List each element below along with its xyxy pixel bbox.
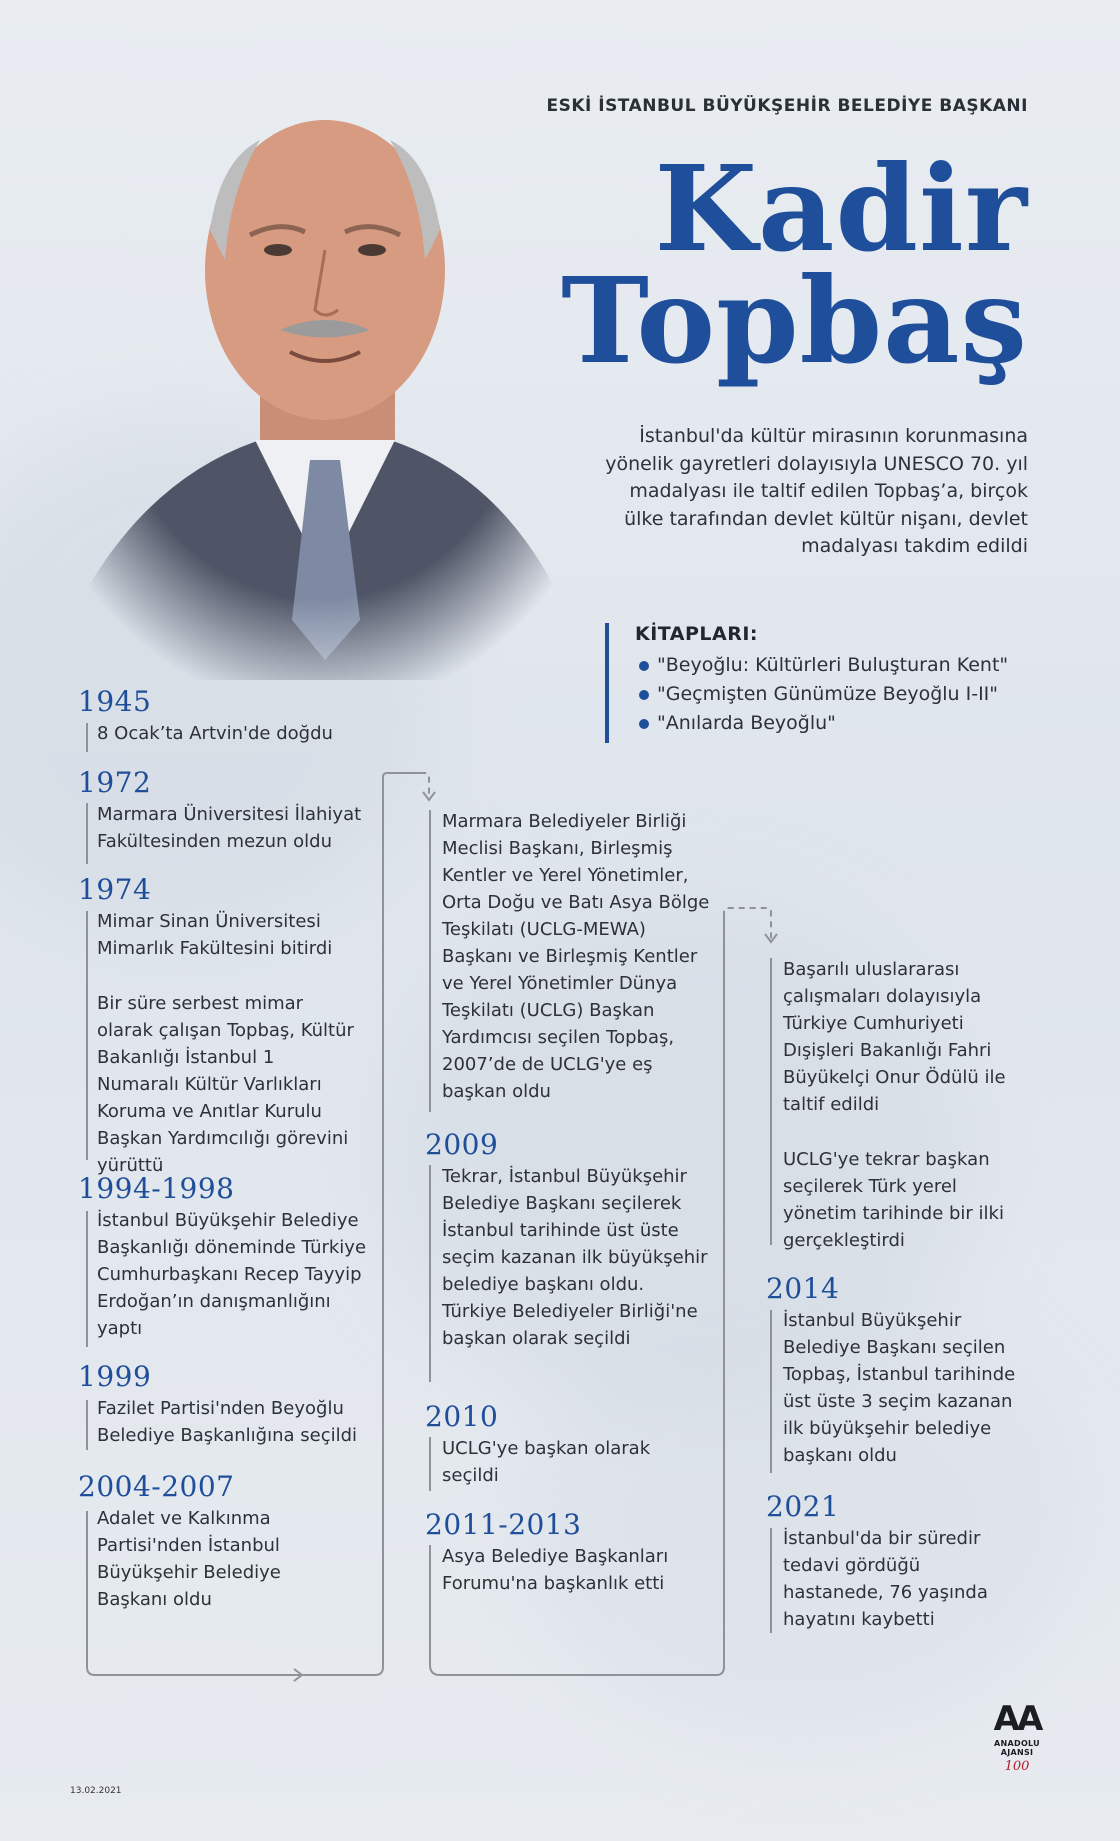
timeline-year: 2010 <box>425 1400 499 1433</box>
timeline-text: 8 Ocak’ta Artvin'de doğdu <box>97 723 333 744</box>
timeline-text: İstanbul Büyükşehir Belediye Başkanlığı döneminde Türkiye Cumhurbaşkanı Recep Tayyip Erdoğan’ın danışmanlığını yaptı <box>97 1210 367 1339</box>
last-name-title: Topbaş <box>561 251 1028 390</box>
timeline-text: Başarılı uluslararası çalışmaları dolayısıyla Türkiye Cumhuriyeti Dışişleri Bakanlığı Fahri Büyükelçi Onur Ödülü ile taltif edildi <box>783 959 1006 1115</box>
timeline-year: 2009 <box>425 1128 499 1161</box>
timeline-text: Bir süre serbest mimar olarak çalışan Topbaş, Kültür Bakanlığı İstanbul 1 Numaralı Kültür Varlıkları Koruma ve Anıtlar Kurulu Başkan Yardımcılığı görevini yürüttü <box>97 993 354 1176</box>
timeline-year: 1972 <box>78 766 152 799</box>
timeline-text: Marmara Üniversitesi İlahiyat Fakültesinden mezun oldu <box>97 804 362 852</box>
timeline-text: Fazilet Partisi'nden Beyoğlu Belediye Başkanlığına seçildi <box>97 1398 358 1446</box>
timeline-text: Marmara Belediyeler Birliği Meclisi Başkanı, Birleşmiş Kentler ve Yerel Yönetimler, Orta Doğu ve Batı Asya Bölge Teşkilatı (UCLG-MEWA) Başkanı ve Birleşmiş Kentler ve Yerel Yönetimler Dünya Teşkilatı (UCLG) Başkan Yardımcısı seçilen Topbaş, 2007’de de UCLG'ye eş başkan oldu <box>442 811 710 1102</box>
timeline-text: UCLG'ye tekrar başkan seçilerek Türk yerel yönetim tarihinde bir ilki gerçekleştirdi <box>783 1149 1004 1251</box>
timeline-text: Mimar Sinan Üniversitesi Mimarlık Fakültesini bitirdi <box>97 911 333 959</box>
book-item: "Beyoğlu: Kültürleri Buluşturan Kent" <box>635 651 1045 680</box>
timeline-year: 1999 <box>78 1360 152 1393</box>
publish-date: 13.02.2021 <box>70 1786 122 1796</box>
timeline-text: UCLG'ye başkan olarak seçildi <box>442 1438 651 1486</box>
timeline-text: Adalet ve Kalkınma Partisi'nden İstanbul Büyükşehir Belediye Başkanı oldu <box>97 1508 281 1610</box>
aa-100-year-badge: 100 <box>1004 1759 1030 1774</box>
timeline-year: 1994-1998 <box>78 1172 235 1205</box>
timeline-text: İstanbul'da bir süredir tedavi gördüğü hastanede, 76 yaşında hayatını kaybetti <box>783 1528 988 1630</box>
timeline-year: 2021 <box>766 1490 840 1523</box>
timeline-year: 2004-2007 <box>78 1470 235 1503</box>
aa-logo-text: ANADOLU AJANSI <box>994 1739 1040 1757</box>
intro-paragraph: İstanbul'da kültür mirasının korunmasına yönelik gayretleri dolayısıyla UNESCO 70. yıl madalyası ile taltif edilen Topbaş’a, birçok ülke tarafından devlet kültür nişanı, devlet madalyası takdim edildi <box>605 425 1028 557</box>
book-item: "Anılarda Beyoğlu" <box>635 709 1045 738</box>
timeline-year: 1945 <box>78 685 152 718</box>
anadolu-agency-logo <box>980 1699 1054 1774</box>
timeline-text: Asya Belediye Başkanları Forumu'na başkanlık etti <box>442 1546 669 1594</box>
kicker-title: ESKİ İSTANBUL BÜYÜKŞEHİR BELEDİYE BAŞKANI <box>546 96 1028 116</box>
book-item: "Geçmişten Günümüze Beyoğlu I-II" <box>635 680 1045 709</box>
timeline-year: 2011-2013 <box>425 1508 582 1541</box>
timeline-text: Tekrar, İstanbul Büyükşehir Belediye Başkanı seçilerek İstanbul tarihinde üst üste seçim kazanan ilk büyükşehir belediye başkanı oldu. Türkiye Belediyeler Birliği'ne başkan olarak seçildi <box>442 1166 708 1349</box>
books-title: KİTAPLARI: <box>635 623 759 645</box>
first-name-title: Kadir <box>654 139 1028 278</box>
timeline-year: 1974 <box>78 873 152 906</box>
timeline-text: İstanbul Büyükşehir Belediye Başkanı seçilen Topbaş, İstanbul tarihinde üst üste 3 seçim kazanan ilk büyükşehir belediye başkanı oldu <box>783 1310 1016 1466</box>
timeline-year: 2014 <box>766 1272 840 1305</box>
aa-logo-mark: AA <box>993 1699 1041 1739</box>
